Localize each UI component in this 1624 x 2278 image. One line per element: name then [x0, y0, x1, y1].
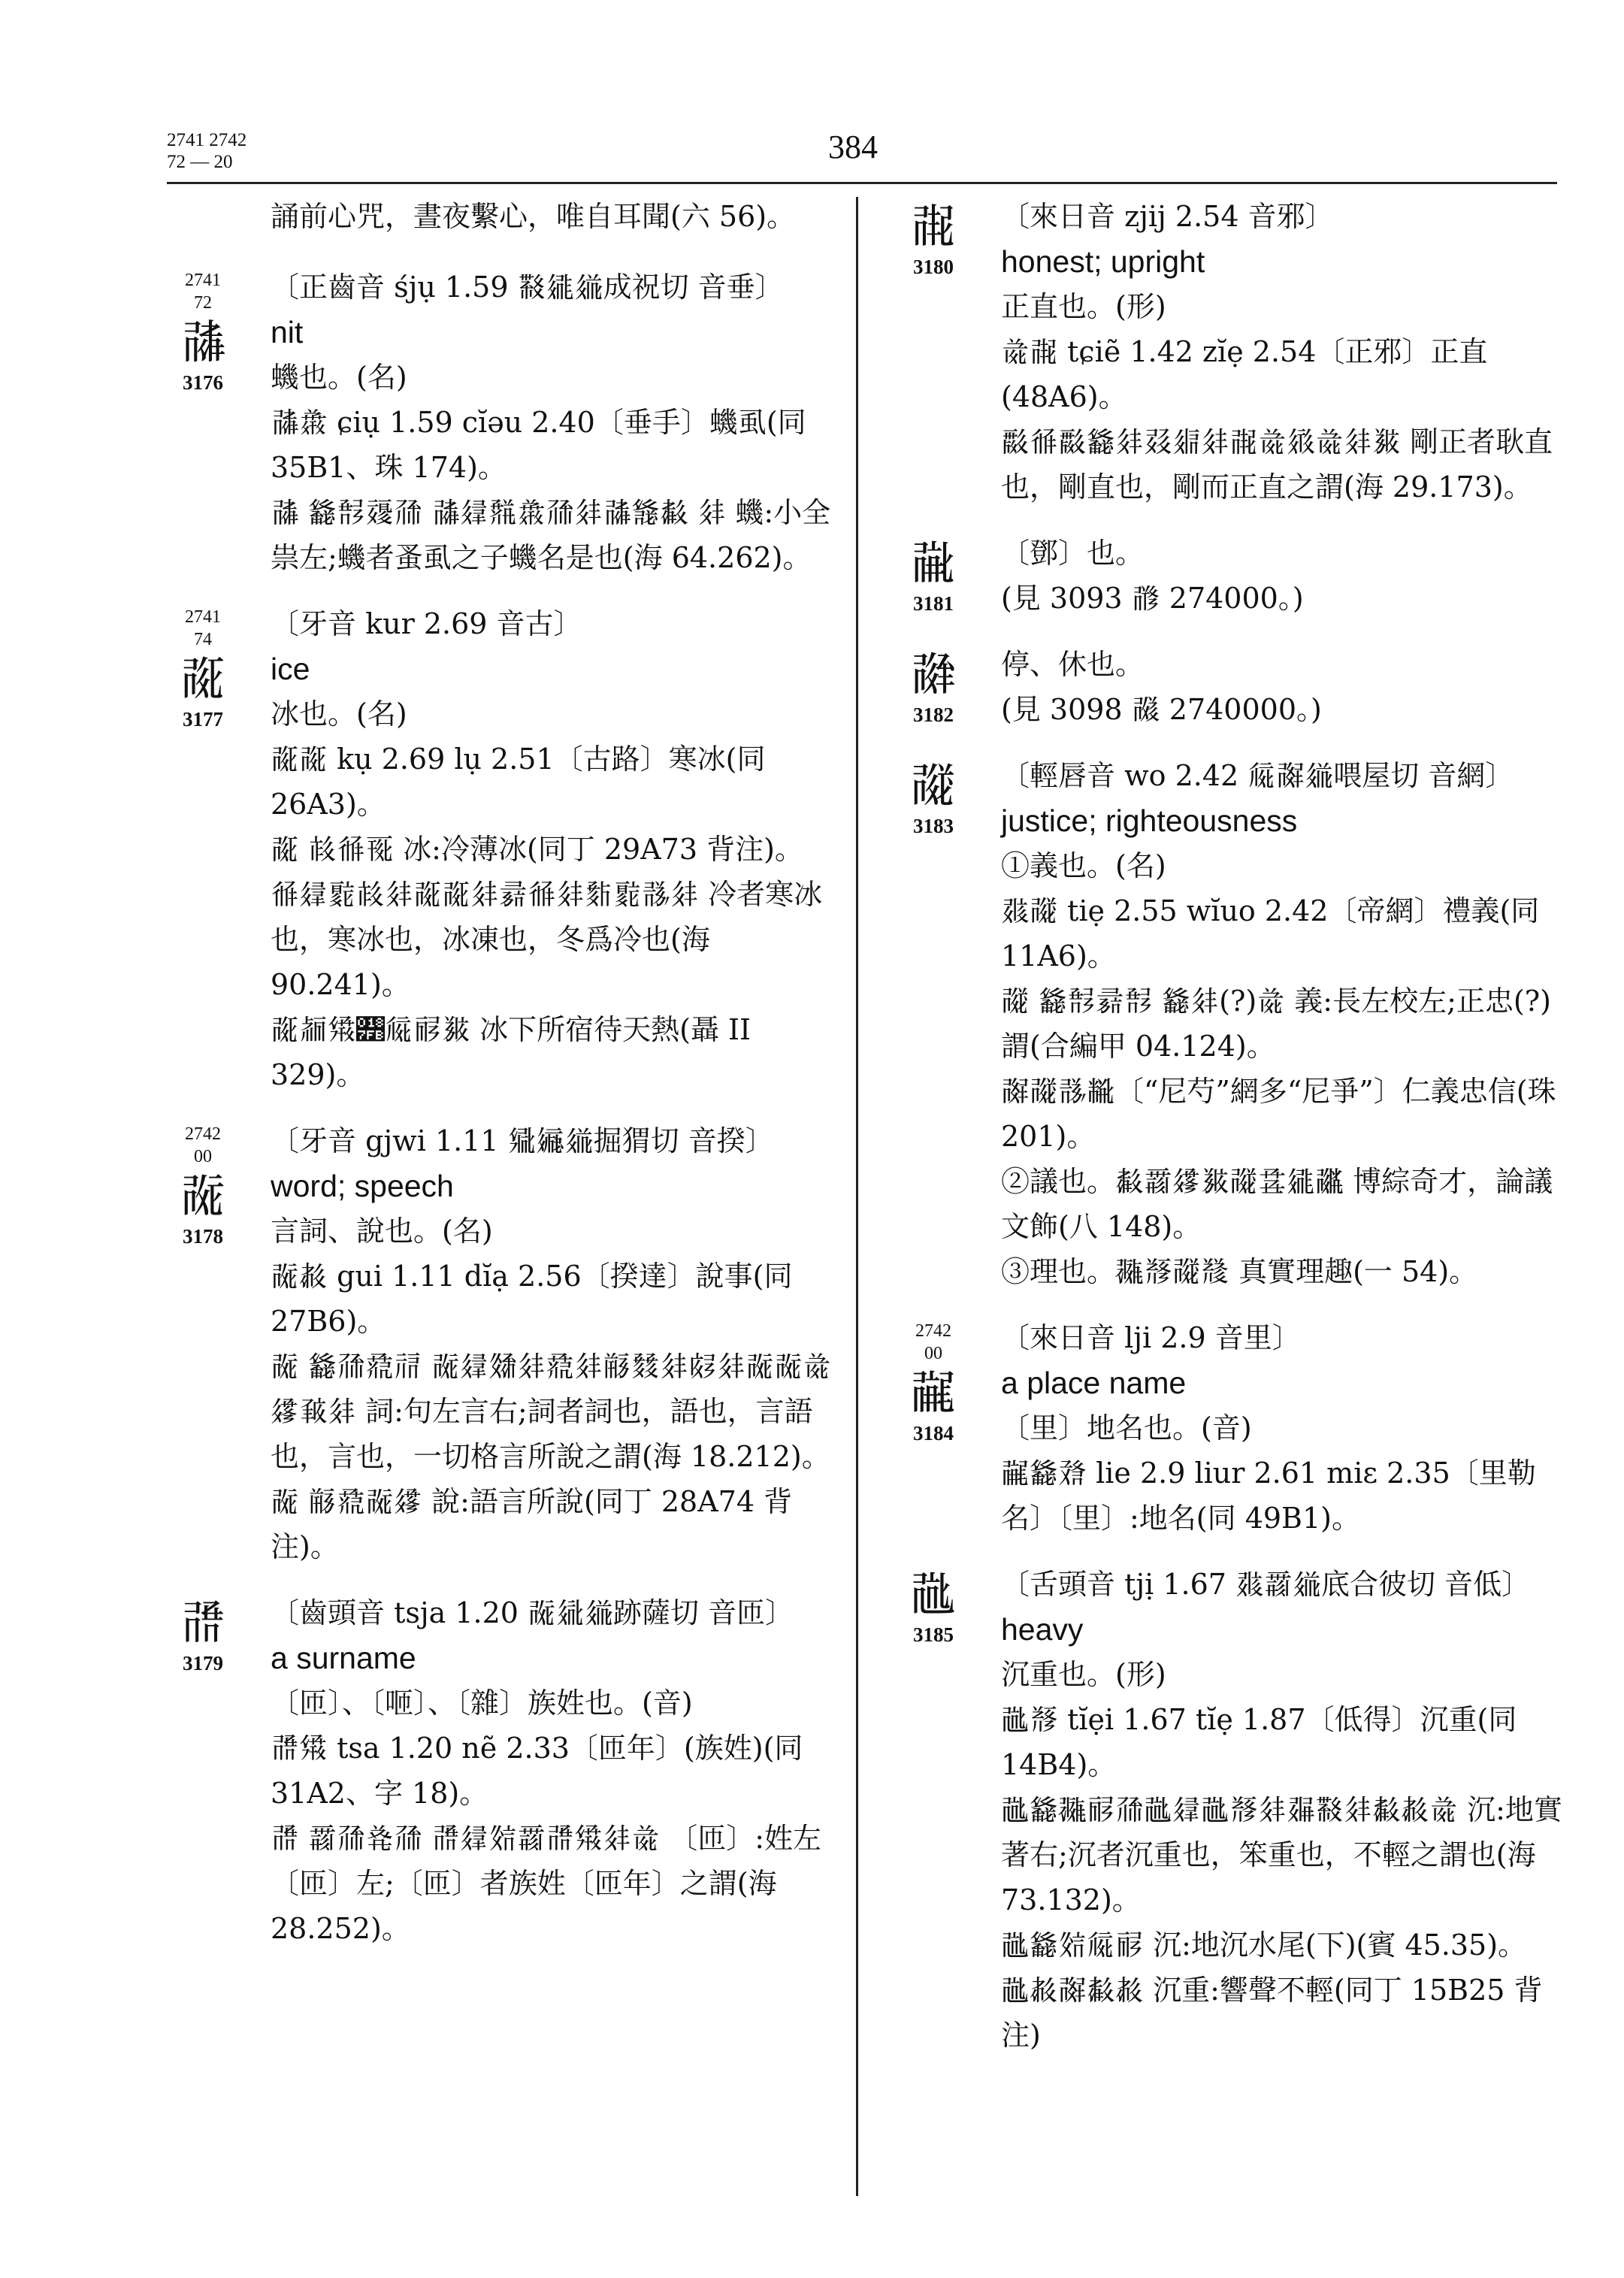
headword-glyph: 𗰦	[909, 758, 957, 812]
entry-gutter	[881, 535, 986, 616]
entry-text-line: 停、休也。	[1001, 648, 1145, 681]
entry-text-line: 〔牙音 gjwi 1.11 𗋐𗩾𗥤掘猬切 音揆〕	[271, 1124, 774, 1157]
entry-text-line: 𗰟 𘛐𘟣𗰟𗧘 說:語言所說(同丁 28A74 背注)。	[271, 1485, 793, 1563]
entry-radical: 72	[194, 293, 212, 313]
dictionary-entry	[881, 194, 1572, 510]
entry-text-line: 〔里〕地名也。(音)	[1001, 1411, 1252, 1445]
english-gloss: a surname	[271, 1641, 416, 1675]
entry-number: 3185	[913, 1623, 954, 1646]
dictionary-entry	[881, 531, 1572, 621]
english-gloss: word; speech	[271, 1169, 454, 1203]
entry-text-line: 言詞、說也。(名)	[271, 1215, 493, 1248]
entry-text-line: 冰也。(名)	[271, 697, 407, 731]
entry-gutter	[150, 1595, 256, 1676]
headword-glyph: 𗰜	[179, 314, 226, 369]
english-gloss: nit	[271, 315, 304, 349]
entry-gutter	[150, 606, 256, 732]
dictionary-entry	[881, 1315, 1572, 1541]
entry-text-line: ①義也。(名)	[1001, 849, 1166, 882]
right-column	[881, 194, 1572, 2079]
entry-number: 3183	[913, 815, 954, 837]
entry-text-line: 𗰪𗳒𗰧𘓁𗳒 沉重:響聲不輕(同丁 15B25 背注)	[1001, 1974, 1543, 2052]
entry-text-line: 〔舌頭音 tjị 1.67 𘅍𗵆𗥤底合彼切 音低〕	[1001, 1568, 1531, 1601]
headword-glyph: 𗰪	[909, 1566, 957, 1621]
page-header	[167, 120, 1557, 184]
header-radical-range: 72 — 20	[167, 152, 233, 172]
dictionary-entry	[881, 642, 1572, 732]
entry-text-line: 〔來日音 lji 2.9 音里〕	[1001, 1321, 1301, 1354]
english-gloss: a place name	[1001, 1366, 1187, 1400]
header-code-range: 2741 2742	[167, 130, 247, 150]
english-gloss: ice	[271, 652, 310, 686]
entry-text-line: 蟣也。(名)	[271, 361, 407, 394]
entry-text-line: 〔鄧〕也。	[1001, 537, 1145, 570]
entry-gutter	[150, 269, 256, 395]
entry-gutter	[881, 646, 986, 728]
headword-glyph: 𗰟	[179, 1168, 226, 1223]
entry-gutter	[881, 1566, 986, 1647]
dictionary-entry	[150, 1590, 853, 1951]
entry-text-line: (見 3098 𗰥 2740000。)	[1001, 693, 1322, 726]
entry-number: 3177	[183, 708, 223, 731]
entry-number: 3182	[913, 703, 954, 726]
entry-text-line: 〔正齒音 śjụ 1.59 𘜶𗧓𗥤成祝切 音垂〕	[271, 271, 784, 304]
entry-text-line: 𗰟𗳒 gui 1.11 dĭạ 2.56〔揆達〕說事(同 27B6)。	[271, 1260, 793, 1338]
column-divider	[856, 197, 858, 2196]
entry-text-line: 〔齒頭音 tsja 1.20 𗰟𗣼𗥤跡薩切 音匝〕	[271, 1596, 794, 1629]
entry-text-line: 𗰞𗰞 kụ 2.69 lụ 2.51〔古路〕寒冰(同 26A3)。	[271, 743, 766, 821]
entry-text-line: 𗰞 𘊳𗢒𗀔 冰:冷薄冰(同丁 29A73 背注)。	[271, 833, 803, 866]
entry-code: 2742	[915, 1321, 951, 1341]
english-gloss: honest; upright	[1001, 244, 1205, 279]
entry-radical: 74	[194, 630, 212, 649]
entry-text-line: 𗰪𗴮𗼻𗏁𗟲 沉:地沉水尾(下)(賓 45.35)。	[1001, 1929, 1527, 1962]
headword-glyph: 𗰞	[179, 651, 226, 706]
dictionary-entry	[150, 265, 853, 580]
dictionary-entry	[150, 1118, 853, 1569]
entry-radical: 00	[924, 1344, 942, 1363]
entry-code: 2742	[185, 1124, 221, 1144]
entry-gutter	[881, 1320, 986, 1446]
entry-number: 3181	[913, 592, 954, 615]
entry-text-line: 𘟂𗢒𘟂𗴮𗢳𘄴𗤋𗢳𗰡𗯨𗤻𗯨𗢳𗯴 剛正者耿直也，剛直也，剛而正直之謂(海 29.173)。	[1001, 425, 1553, 504]
entry-text-line: ③理也。𗖵𘃡𗰦𘃪 真實理趣(一 54)。	[1001, 1255, 1478, 1288]
dictionary-entry	[150, 194, 853, 239]
entry-text-line: 〔匝〕、〔咂〕、〔雜〕族姓也。(音)	[271, 1687, 693, 1720]
entry-number: 3179	[183, 1652, 223, 1674]
entry-text-line: 〔來日音 zjij 2.54 音邪〕	[1001, 200, 1334, 233]
headword-glyph: 𗰩	[909, 1365, 957, 1420]
entry-text-line: 𗰟 𗴮𗗙𘟣𗘺 𗰟𗧎𗽀𗢳𘟣𗢳𘛐𘙌𗢳𘊴𗢳𗰟𗰟𗯨𗧘𘆄𗢳 詞:句左言右;詞者詞也，語也，言語也，言也，一切格言所說之謂(海 18.212)。	[271, 1350, 832, 1473]
headword-glyph: 𗰢	[909, 535, 957, 590]
entry-text-line: 𗰠 𗵆𗗙𘑗𗗙 𗰠𗧎𗼻𗵆𗰠𗋽𗢳𗯨 〔匝〕:姓左〔匝〕左;〔匝〕者族姓〔匝年〕之謂(海 28.252)。	[271, 1822, 822, 1945]
entry-text-line: 正直也。(形)	[1001, 290, 1166, 323]
entry-text-line: 𗰠𗋽 tsa 1.20 nẽ 2.33〔匝年〕(族姓)(同 31A2、字 18)。	[271, 1732, 803, 1810]
entry-gutter	[150, 1123, 256, 1249]
entry-text-line: ②議也。𘓁𗵆𗧘𗯴𗰦𘞌𗧓𗰨 博綜奇才，論議文飾(八 148)。	[1001, 1165, 1553, 1243]
page-number: 384	[828, 129, 878, 165]
entry-text-line: 誦前心咒，晝夜繫心，唯自耳聞(六 56)。	[271, 200, 796, 233]
entry-number: 3184	[913, 1422, 954, 1445]
entry-radical: 00	[194, 1147, 212, 1166]
entry-text-line: 𗰪𗴮𗖵𗟲𗗙𗰪𗧎𗰪𘃡𗢳𘅎𘜶𗢳𘓁𗳒𗯨 沉:地實著右;沉者沉重也，笨重也，不輕之謂也(海 73.132)。	[1001, 1793, 1562, 1916]
entry-text-line: 𗰩𗴮𗰫 lie 2.9 liur 2.61 miɛ 2.35〔里勒名〕〔里〕:地名(同 49B1)。	[1001, 1457, 1536, 1535]
entry-text-line: 𗢒𗧎𘝁𘊳𗢳𗰞𗰞𗢳𘝵𗢒𗢳𘘦𘝁𘃽𗢳 冷者寒冰也，寒冰也，冰凍也，冬爲冷也(海 90.241)。	[271, 878, 823, 1001]
headword-glyph: 𗰤	[909, 646, 957, 701]
entry-gutter	[881, 758, 986, 839]
entry-gutter	[881, 198, 986, 280]
entry-text-line: 𗰞𘉄𗋽𘟻𗏁𗟲𗯴 冰下所宿待天熱(聶 II 329)。	[271, 1013, 752, 1091]
headword-glyph: 𗰡	[909, 198, 957, 253]
entry-code: 2741	[185, 271, 221, 290]
entry-text-line: 𗰧𗰦𘃽𘋢〔“尼芍”網多“尼爭”〕仁義忠信(珠 201)。	[1001, 1075, 1556, 1153]
headword-glyph: 𗰠	[179, 1595, 226, 1650]
entry-text-line: 〔輕唇音 wo 2.42 𗏁𗰧𗥤喂屋切 音網〕	[1001, 759, 1514, 792]
english-gloss: justice; righteousness	[1001, 803, 1298, 838]
entry-number: 3178	[183, 1225, 223, 1248]
entry-text-line: 𗯨𗰡 tɕiẽ 1.42 zĭẹ 2.54〔正邪〕正直(48A6)。	[1001, 335, 1488, 413]
entry-text-line: 𗰜𘟪 ɕiụ 1.59 cĭəu 2.40〔垂手〕蟣虱(同 35B1、珠 174)。	[271, 406, 806, 484]
entry-text-line: 𗰪𘃡 tĭẹi 1.67 tĭẹ 1.87〔低得〕沉重(同 14B4)。	[1001, 1703, 1517, 1781]
dictionary-entry	[881, 1562, 1572, 2058]
dictionary-entry	[150, 601, 853, 1097]
entry-text-line: (見 3093 𗰣 274000。)	[1001, 582, 1304, 615]
entry-text-line: 〔牙音 kur 2.69 音古〕	[271, 607, 582, 640]
entry-text-line: 沉重也。(形)	[1001, 1658, 1166, 1691]
entry-number: 3176	[183, 371, 223, 394]
left-column	[150, 194, 853, 1972]
entry-text-line: 𗰜 𗴮𘘚𗶓𗗙 𗰜𗧎𘜘𘟪𗗙𗢳𗰜𗴭𘓁 𗢳 蟣:小全祟左;蟣者蚤虱之子蟣名是也(海 64.262)。	[271, 496, 831, 574]
entry-text-line: 𗰦 𗴮𘘚𘝵𘘚 𗴮𗢳(?)𗯨 義:長左校左;正忠(?)謂(合編甲 04.124)。	[1001, 985, 1551, 1063]
entry-code: 2741	[185, 607, 221, 627]
dictionary-entry	[881, 753, 1572, 1294]
english-gloss: heavy	[1001, 1612, 1084, 1647]
entry-text-line: 𘅍𗰦 tiẹ 2.55 wĭuo 2.42〔帝網〕禮義(同 11A6)。	[1001, 894, 1540, 973]
entry-number: 3180	[913, 256, 954, 278]
header-codes	[167, 129, 246, 173]
